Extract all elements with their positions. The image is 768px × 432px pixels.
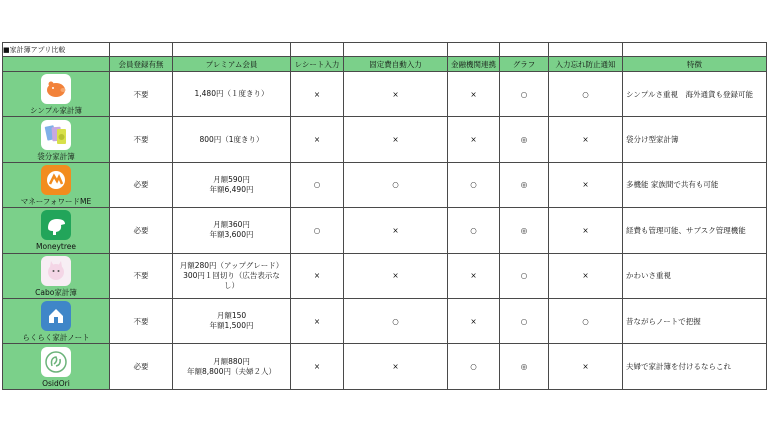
registration-cell: 不要 [110, 72, 173, 117]
app-cell [3, 72, 110, 117]
pig-icon [41, 74, 71, 104]
header-reminder: 入力忘れ防止通知 [549, 57, 623, 72]
registration-cell: 不要 [110, 117, 173, 162]
premium-line: 800円（1度きり） [199, 134, 264, 144]
header-registration: 会員登録有無 [110, 57, 173, 72]
premium-line: 年額8,800円（夫婦２人） [187, 366, 276, 376]
app-name: OsidOri [42, 378, 70, 388]
reminder-cell: × [549, 117, 623, 162]
fixed-cost-cell: × [344, 344, 448, 389]
header-graph: グラフ [500, 57, 549, 72]
title-row [3, 43, 767, 57]
cat-icon [41, 256, 71, 286]
table-row [3, 72, 767, 117]
app-name: Moneytree [36, 242, 76, 252]
graph-cell: ◎ [500, 208, 549, 253]
osidori-icon [41, 347, 71, 377]
receipt-cell: × [291, 253, 344, 298]
table-row [3, 208, 767, 253]
app-name: らくらく家計ノート [22, 333, 90, 343]
registration-cell: 必要 [110, 208, 173, 253]
registration-cell: 不要 [110, 298, 173, 343]
app-cell [3, 208, 110, 253]
column-header-row [3, 57, 767, 72]
app-cell [3, 253, 110, 298]
graph-cell: ◎ [500, 117, 549, 162]
features-cell: 袋分け型家計簿 [623, 117, 767, 162]
envelope-icon [41, 120, 71, 150]
premium-line: 月額360円 [213, 220, 250, 230]
premium-line: 月額280円（アップグレード） [179, 260, 284, 270]
features-cell: シンプルさ重視 海外通貨も登録可能 [623, 72, 767, 117]
bank-link-cell: ○ [448, 208, 500, 253]
comparison-table [2, 42, 767, 390]
table-row [3, 253, 767, 298]
tree-icon [41, 210, 71, 240]
registration-cell: 不要 [110, 253, 173, 298]
premium-line: 月額150 [216, 311, 247, 321]
premium-line: 月額590円 [213, 174, 250, 184]
features-cell: 昔ながらノートで把握 [623, 298, 767, 343]
table-row [3, 117, 767, 162]
bank-link-cell: × [448, 117, 500, 162]
registration-cell: 必要 [110, 162, 173, 207]
table-row [3, 344, 767, 389]
fixed-cost-cell: × [344, 208, 448, 253]
receipt-cell: ○ [291, 162, 344, 207]
features-cell: 経費も管理可能、サブスク管理機能 [623, 208, 767, 253]
features-cell: かわいさ重視 [623, 253, 767, 298]
app-cell [3, 298, 110, 343]
premium-line: し） [224, 280, 239, 290]
fixed-cost-cell: ○ [344, 162, 448, 207]
header-receipt: レシート入力 [291, 57, 344, 72]
reminder-cell: × [549, 208, 623, 253]
table-row [3, 298, 767, 343]
receipt-cell: ○ [291, 208, 344, 253]
premium-line: 年額3,600円 [209, 230, 254, 240]
fixed-cost-cell: × [344, 117, 448, 162]
premium-cell [173, 253, 291, 298]
bank-link-cell: × [448, 72, 500, 117]
premium-cell [173, 72, 291, 117]
reminder-cell: × [549, 344, 623, 389]
premium-cell [173, 298, 291, 343]
app-name: 袋分家計簿 [37, 151, 75, 161]
premium-line: 年額1,500円 [209, 321, 254, 331]
premium-cell [173, 117, 291, 162]
app-cell [3, 344, 110, 389]
premium-line: 年額6,490円 [209, 184, 254, 194]
reminder-cell: × [549, 253, 623, 298]
app-name: マネーフォワードME [20, 196, 92, 206]
premium-line: 月額880円 [213, 356, 250, 366]
features-cell: 多機能 家族間で共有も可能 [623, 162, 767, 207]
table-row [3, 162, 767, 207]
bank-link-cell: × [448, 298, 500, 343]
receipt-cell: × [291, 298, 344, 343]
bank-link-cell: ○ [448, 344, 500, 389]
app-name: Cabo家計簿 [35, 287, 77, 297]
app-cell [3, 117, 110, 162]
registration-cell: 必要 [110, 344, 173, 389]
house-icon [41, 301, 71, 331]
header-features: 特徴 [623, 57, 767, 72]
table-title: ■家計簿アプリ比較 [3, 43, 110, 57]
features-cell: 夫婦で家計簿を付けるならこれ [623, 344, 767, 389]
graph-cell: ◎ [500, 162, 549, 207]
moneyforward-icon [41, 165, 71, 195]
graph-cell: ○ [500, 298, 549, 343]
header-fixed-cost: 固定費自動入力 [344, 57, 448, 72]
bank-link-cell: ○ [448, 162, 500, 207]
premium-line: 1,480円（１度きり） [194, 89, 269, 99]
receipt-cell: × [291, 72, 344, 117]
receipt-cell: × [291, 344, 344, 389]
premium-line: 300円１回切り（広告表示な [183, 270, 280, 280]
graph-cell: ◎ [500, 344, 549, 389]
graph-cell: ○ [500, 253, 549, 298]
fixed-cost-cell: × [344, 253, 448, 298]
fixed-cost-cell: × [344, 72, 448, 117]
header-bank-link: 金融機関連携 [448, 57, 500, 72]
reminder-cell: ○ [549, 298, 623, 343]
premium-cell [173, 208, 291, 253]
bank-link-cell: × [448, 253, 500, 298]
graph-cell: ○ [500, 72, 549, 117]
premium-cell [173, 344, 291, 389]
app-cell [3, 162, 110, 207]
reminder-cell: × [549, 162, 623, 207]
reminder-cell: ○ [549, 72, 623, 117]
header-app [3, 57, 110, 72]
fixed-cost-cell: ○ [344, 298, 448, 343]
receipt-cell: × [291, 117, 344, 162]
premium-cell [173, 162, 291, 207]
app-name: シンプル家計簿 [29, 106, 82, 116]
header-premium: プレミアム会員 [173, 57, 291, 72]
table-body [3, 72, 767, 390]
